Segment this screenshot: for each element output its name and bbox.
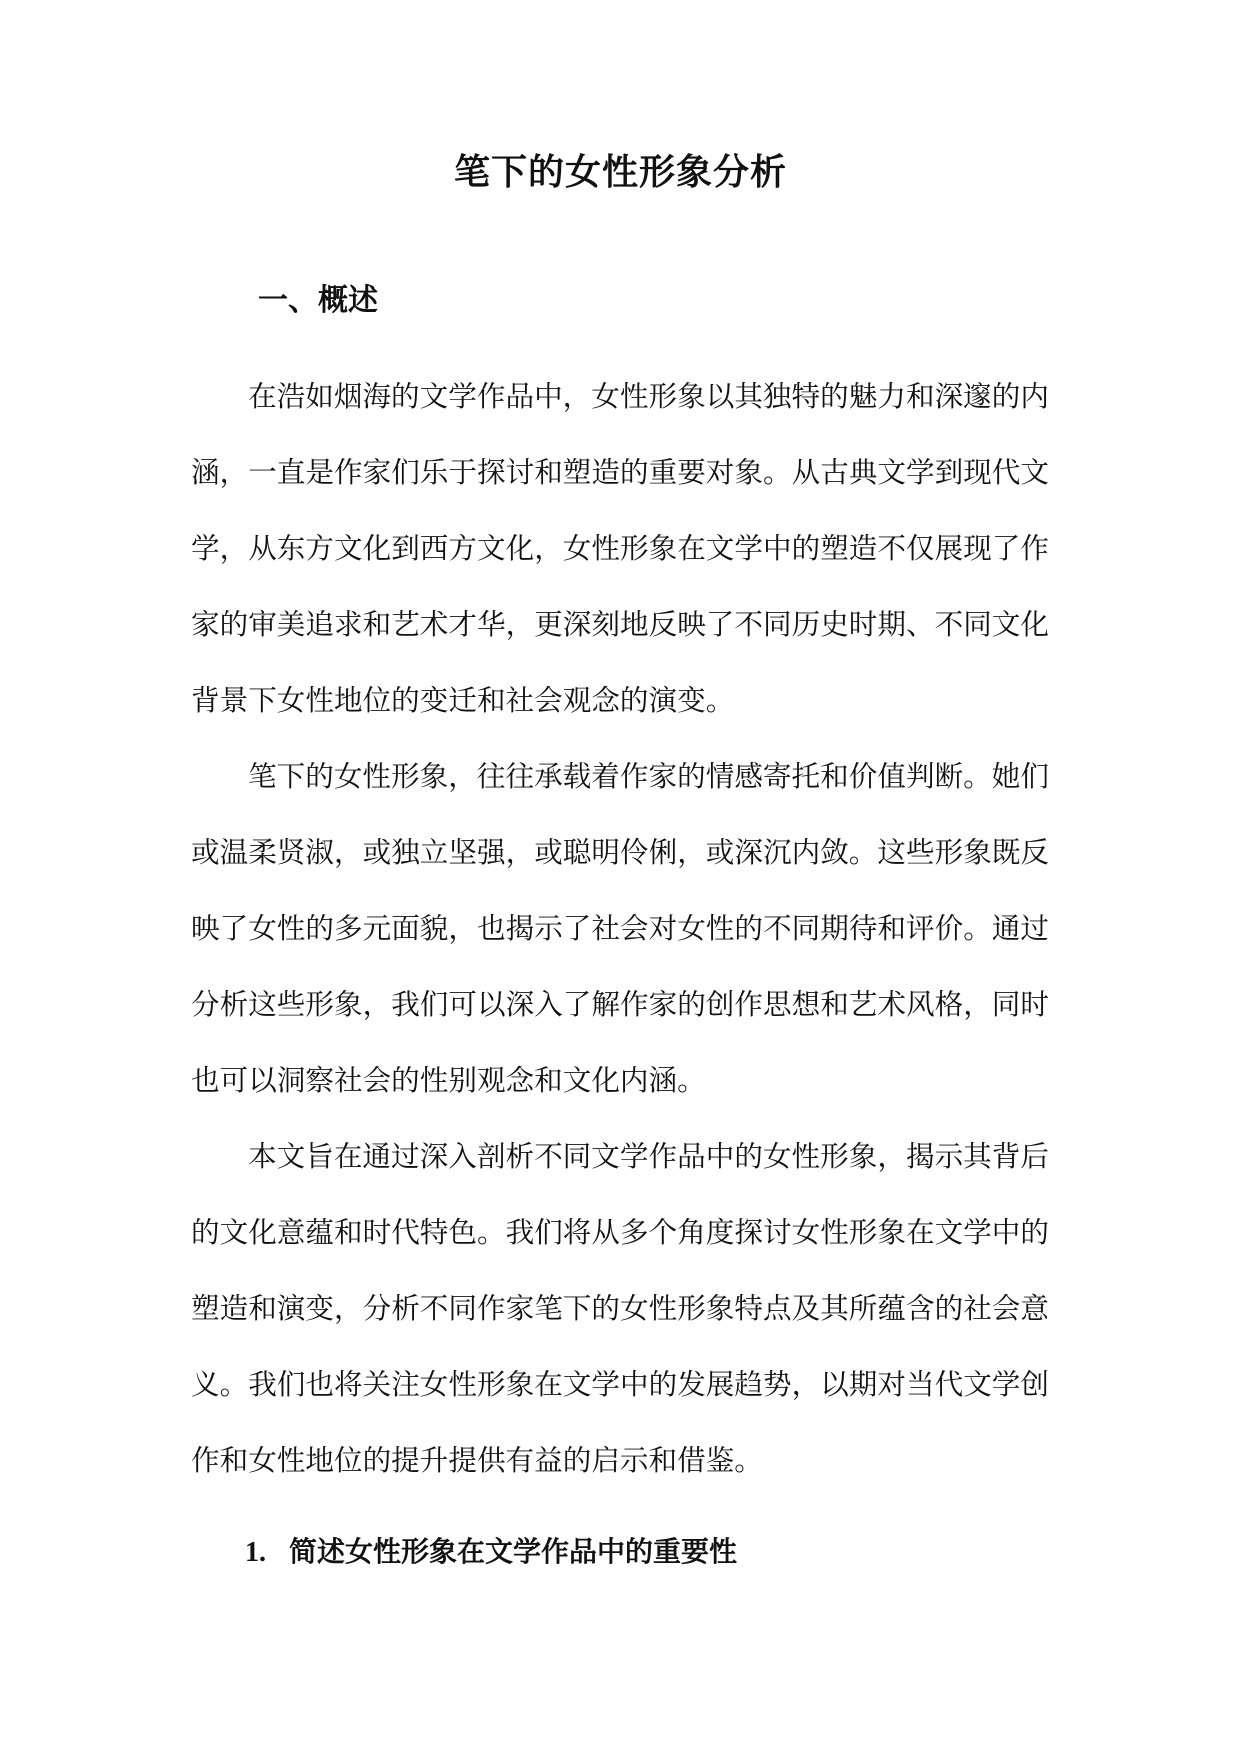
- paragraph-2: 笔下的女性形象，往往承载着作家的情感寄托和价值判断。她们或温柔贤淑，或独立坚强，或聪明伶俐，或深沉内敛。这些形象既反映了女性的多元面貌，也揭示了社会对女性的不同期待和评价。通过分析这些形象，我们可以深入了解作家的创作思想和艺术风格，同时也可以洞察社会的性别观念和文化内涵。: [191, 759, 1049, 1097]
- subheading-number: 1.: [245, 1537, 266, 1568]
- paragraph-3: 本文旨在通过深入剖析不同文学作品中的女性形象，揭示其背后的文化意蕴和时代特色。我们将从多个角度探讨女性形象在文学中的塑造和演变，分析不同作家笔下的女性形象特点及其所蕴含的社会意义。我们也将关注女性形象在文学中的发展趋势，以期对当代文学创作和女性地位的提升提供有益的启示和借鉴。: [191, 1139, 1049, 1477]
- section-heading: 一、概述: [258, 283, 378, 318]
- paragraph-1: 在浩如烟海的文学作品中，女性形象以其独特的魅力和深邃的内涵，一直是作家们乐于探讨和塑造的重要对象。从古典文学到现代文学，从东方文化到西方文化，女性形象在文学中的塑造不仅展现了作家的审美追求和艺术才华，更深刻地反映了不同历史时期、不同文化背景下女性地位的变迁和社会观念的演变。: [191, 379, 1049, 717]
- document-title: 笔下的女性形象分析: [453, 152, 787, 193]
- subheading: [245, 1532, 737, 1573]
- subheading-text: 简述女性形象在文学作品中的重要性: [289, 1535, 738, 1568]
- body-text: [191, 358, 1049, 1498]
